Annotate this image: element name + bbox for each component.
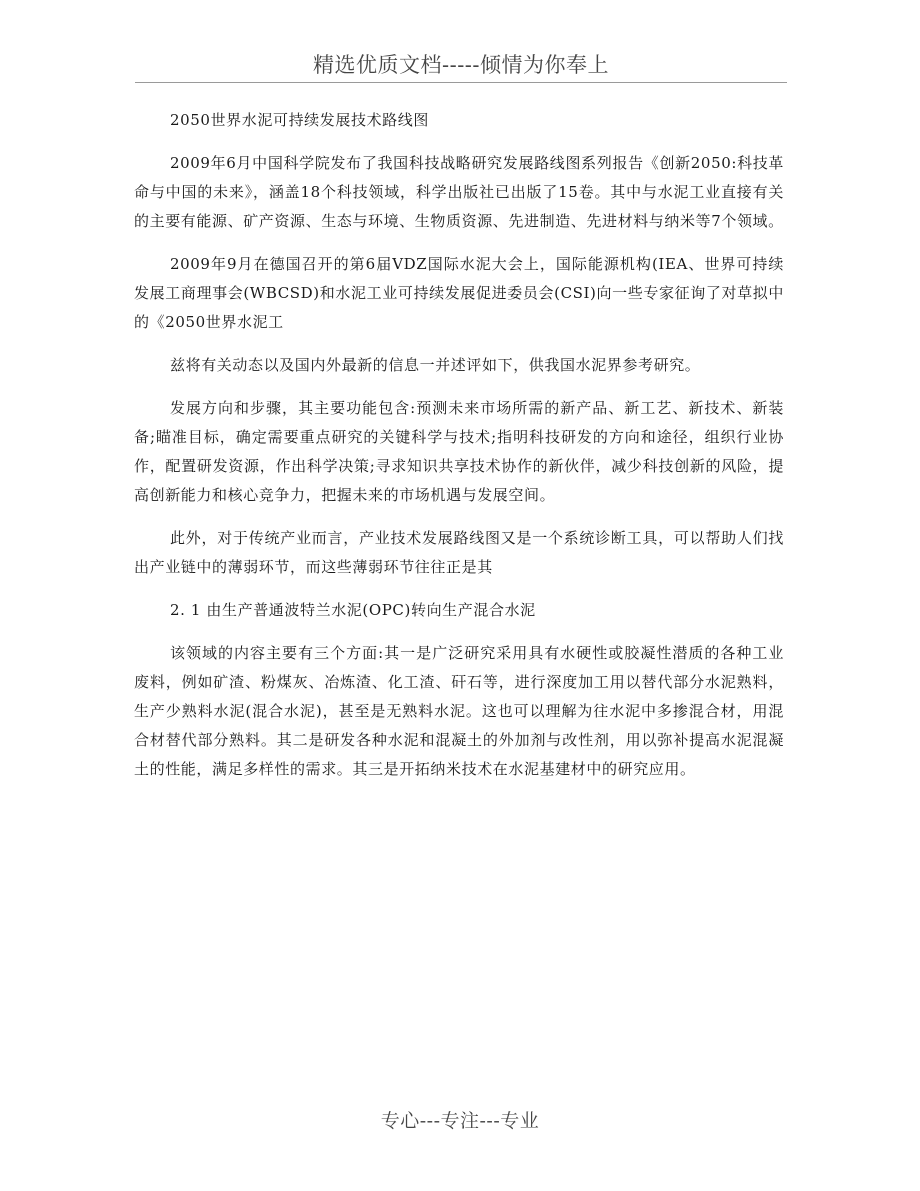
paragraph-cas-report: 2009年6月中国科学院发布了我国科技战略研究发展路线图系列报告《创新2050:科技革命与中国的未来》，涵盖18个科技领域，科学出版社已出版了15卷。其中与水泥工业直接有关的主要有能源、矿产资源、生态与环境、生物质资源、先进制造、先进材料与纳米等7个领域。 bbox=[134, 154, 784, 230]
paragraph-title: 2050世界水泥可持续发展技术路线图 bbox=[170, 111, 429, 129]
page-header: 精选优质文档-----倾情为你奉上 bbox=[135, 50, 787, 83]
paragraph-review-intro: 兹将有关动态以及国内外最新的信息一并述评如下，供我国水泥界参考研究。 bbox=[170, 356, 701, 374]
paragraph-diagnostic-tool: 此外，对于传统产业而言，产业技术发展路线图又是一个系统诊断工具，可以帮助人们找出产业链中的薄弱环节，而这些薄弱环节往往正是其 bbox=[134, 529, 784, 576]
document-body bbox=[134, 106, 784, 798]
paragraph-vdz-conference: 2009年9月在德国召开的第6届VDZ国际水泥大会上，国际能源机构(IEA、世界可持续发展工商理事会(WBCSD)和水泥工业可持续发展促进委员会(CSI)向一些专家征询了对草拟中的《2050世界水泥工 bbox=[134, 255, 784, 331]
section-heading-2-1: 2. 1 由生产普通波特兰水泥(OPC)转向生产混合水泥 bbox=[170, 601, 536, 619]
paragraph-three-aspects: 该领域的内容主要有三个方面:其一是广泛研究采用具有水硬性或胶凝性潜质的各种工业废料，例如矿渣、粉煤灰、冶炼渣、化工渣、矸石等，进行深度加工用以替代部分水泥熟料，生产少熟料水泥(混合水泥)，甚至是无熟料水泥。这也可以理解为往水泥中多掺混合材，用混合材替代部分熟料。其二是研发各种水泥和混凝土的外加剂与改性剂，用以弥补提高水泥混凝土的性能，满足多样性的需求。其三是开拓纳米技术在水泥基建材中的研究应用。 bbox=[134, 644, 784, 778]
page-footer: 专心---专注---专业 bbox=[380, 1110, 540, 1132]
paragraph-roadmap-functions: 发展方向和步骤，其主要功能包含:预测未来市场所需的新产品、新工艺、新技术、新装备;瞄准目标，确定需要重点研究的关键科学与技术;指明科技研发的方向和途径，组织行业协作，配置研发资源，作出科学决策;寻求知识共享技术协作的新伙伴，减少科技创新的风险，提高创新能力和核心竞争力，把握未来的市场机遇与发展空间。 bbox=[134, 399, 784, 504]
